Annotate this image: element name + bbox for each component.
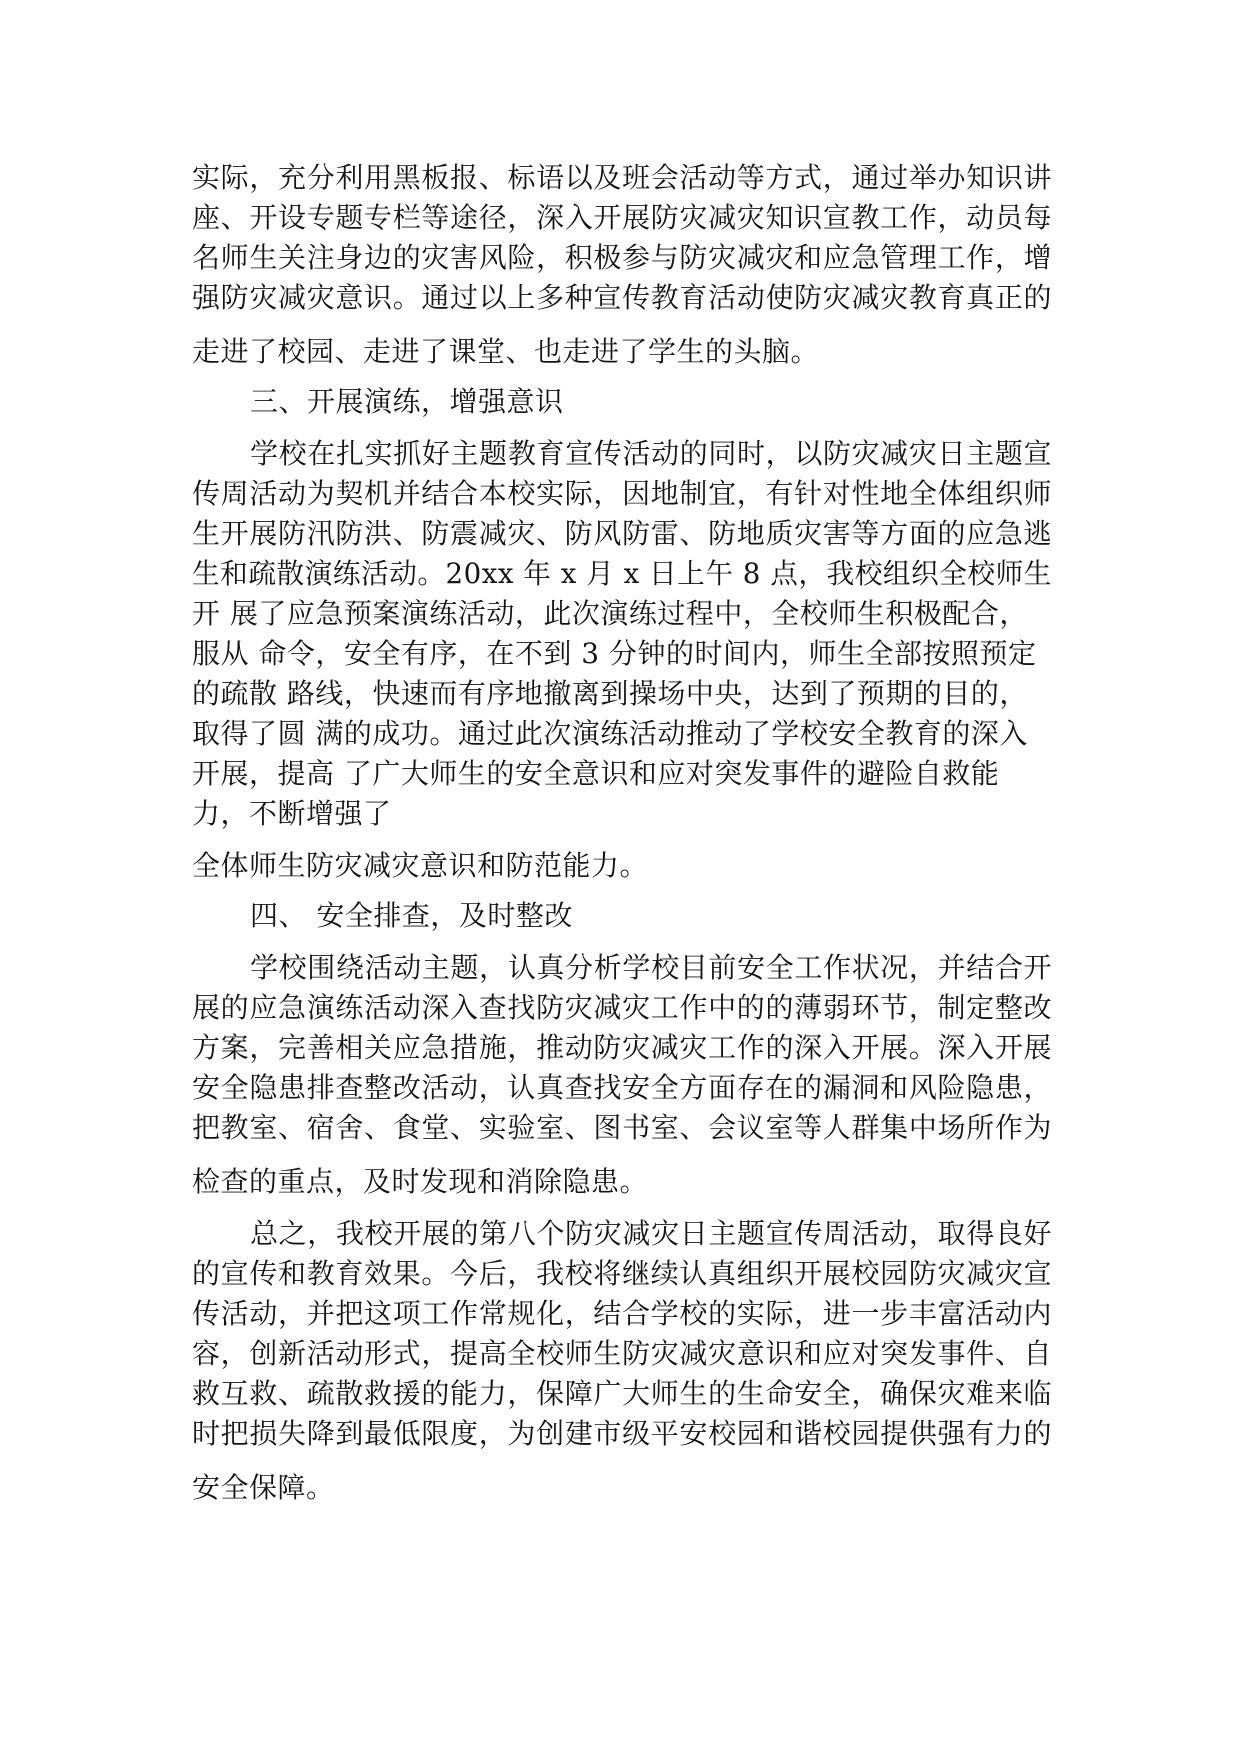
text-line: 把教室、宿舍、食堂、实验室、图书室、会议室等人群集中场所作为 [192, 1111, 1053, 1144]
text-line: 传活动，并把这项工作常规化，结合学校的实际，进一步丰富活动内 [192, 1297, 1053, 1330]
text-line: 开 展了应急预案演练活动，此次演练过程中，全校师生积极配合， [192, 597, 1028, 630]
text-line: 生和疏散演练活动。20xx 年 x 月 x 日上午 8 点，我校组织全校师生 [192, 557, 1052, 590]
text-line: 学校在扎实抓好主题教育宣传活动的同时，以防灾减灾日主题宣 [250, 437, 1053, 470]
text-line: 传周活动为契机并结合本校实际，因地制宜，有针对性地全体组织师 [192, 477, 1053, 510]
text-line: 学校围绕活动主题，认真分析学校目前安全工作状况，并结合开 [250, 951, 1053, 984]
text-line: 安全保障。 [192, 1471, 335, 1504]
text-line: 走进了校园、走进了课堂、也走进了学生的头脑。 [192, 335, 820, 368]
section-heading: 四、 安全排查，及时整改 [250, 899, 573, 932]
text-line: 服从 命令，安全有序，在不到 3 分钟的时间内，师生全部按照预定 [192, 637, 1037, 670]
text-line: 实际，充分利用黑板报、标语以及班会活动等方式，通过举办知识讲 [192, 161, 1053, 194]
text-line: 座、开设专题专栏等途径，深入开展防灾减灾知识宣教工作，动员每 [192, 201, 1053, 234]
text-line: 取得了圆 满的成功。通过此次演练活动推动了学校安全教育的深入 [192, 717, 1028, 750]
text-line: 救互救、疏散救援的能力，保障广大师生的生命安全，确保灾难来临 [192, 1377, 1053, 1410]
text-line: 的疏散 路线，快速而有序地撤离到操场中央，达到了预期的目的， [192, 677, 1028, 710]
text-line: 开展，提高 了广大师生的安全意识和应对突发事件的避险自救能 [192, 757, 1000, 790]
text-line: 容，创新活动形式，提高全校师生防灾减灾意识和应对突发事件、自 [192, 1337, 1053, 1370]
text-line: 时把损失降到最低限度，为创建市级平安校园和谐校园提供强有力的 [192, 1417, 1053, 1450]
text-line: 安全隐患排查整改活动，认真查找安全方面存在的漏洞和风险隐患， [192, 1071, 1053, 1104]
text-line: 力，不断增强了 [192, 797, 392, 830]
text-line: 方案，完善相关应急措施，推动防灾减灾工作的深入开展。深入开展 [192, 1031, 1053, 1064]
text-line: 全体师生防灾减灾意识和防范能力。 [192, 849, 649, 882]
text-line: 的宣传和教育效果。今后，我校将继续认真组织开展校园防灾减灾宣 [192, 1257, 1053, 1290]
text-line: 展的应急演练活动深入查找防灾减灾工作中的的薄弱环节，制定整改 [192, 991, 1053, 1024]
section-heading: 三、开展演练，增强意识 [250, 385, 564, 418]
text-line: 强防灾减灾意识。通过以上多种宣传教育活动使防灾减灾教育真正的 [192, 281, 1053, 314]
text-line: 名师生关注身边的灾害风险，积极参与防灾减灾和应急管理工作，增 [192, 241, 1053, 274]
text-line: 生开展防汛防洪、防震减灾、防风防雷、防地质灾害等方面的应急逃 [192, 517, 1053, 550]
text-line: 总之，我校开展的第八个防灾减灾日主题宣传周活动，取得良好 [250, 1217, 1053, 1250]
text-line: 检查的重点，及时发现和消除隐患。 [192, 1165, 649, 1198]
